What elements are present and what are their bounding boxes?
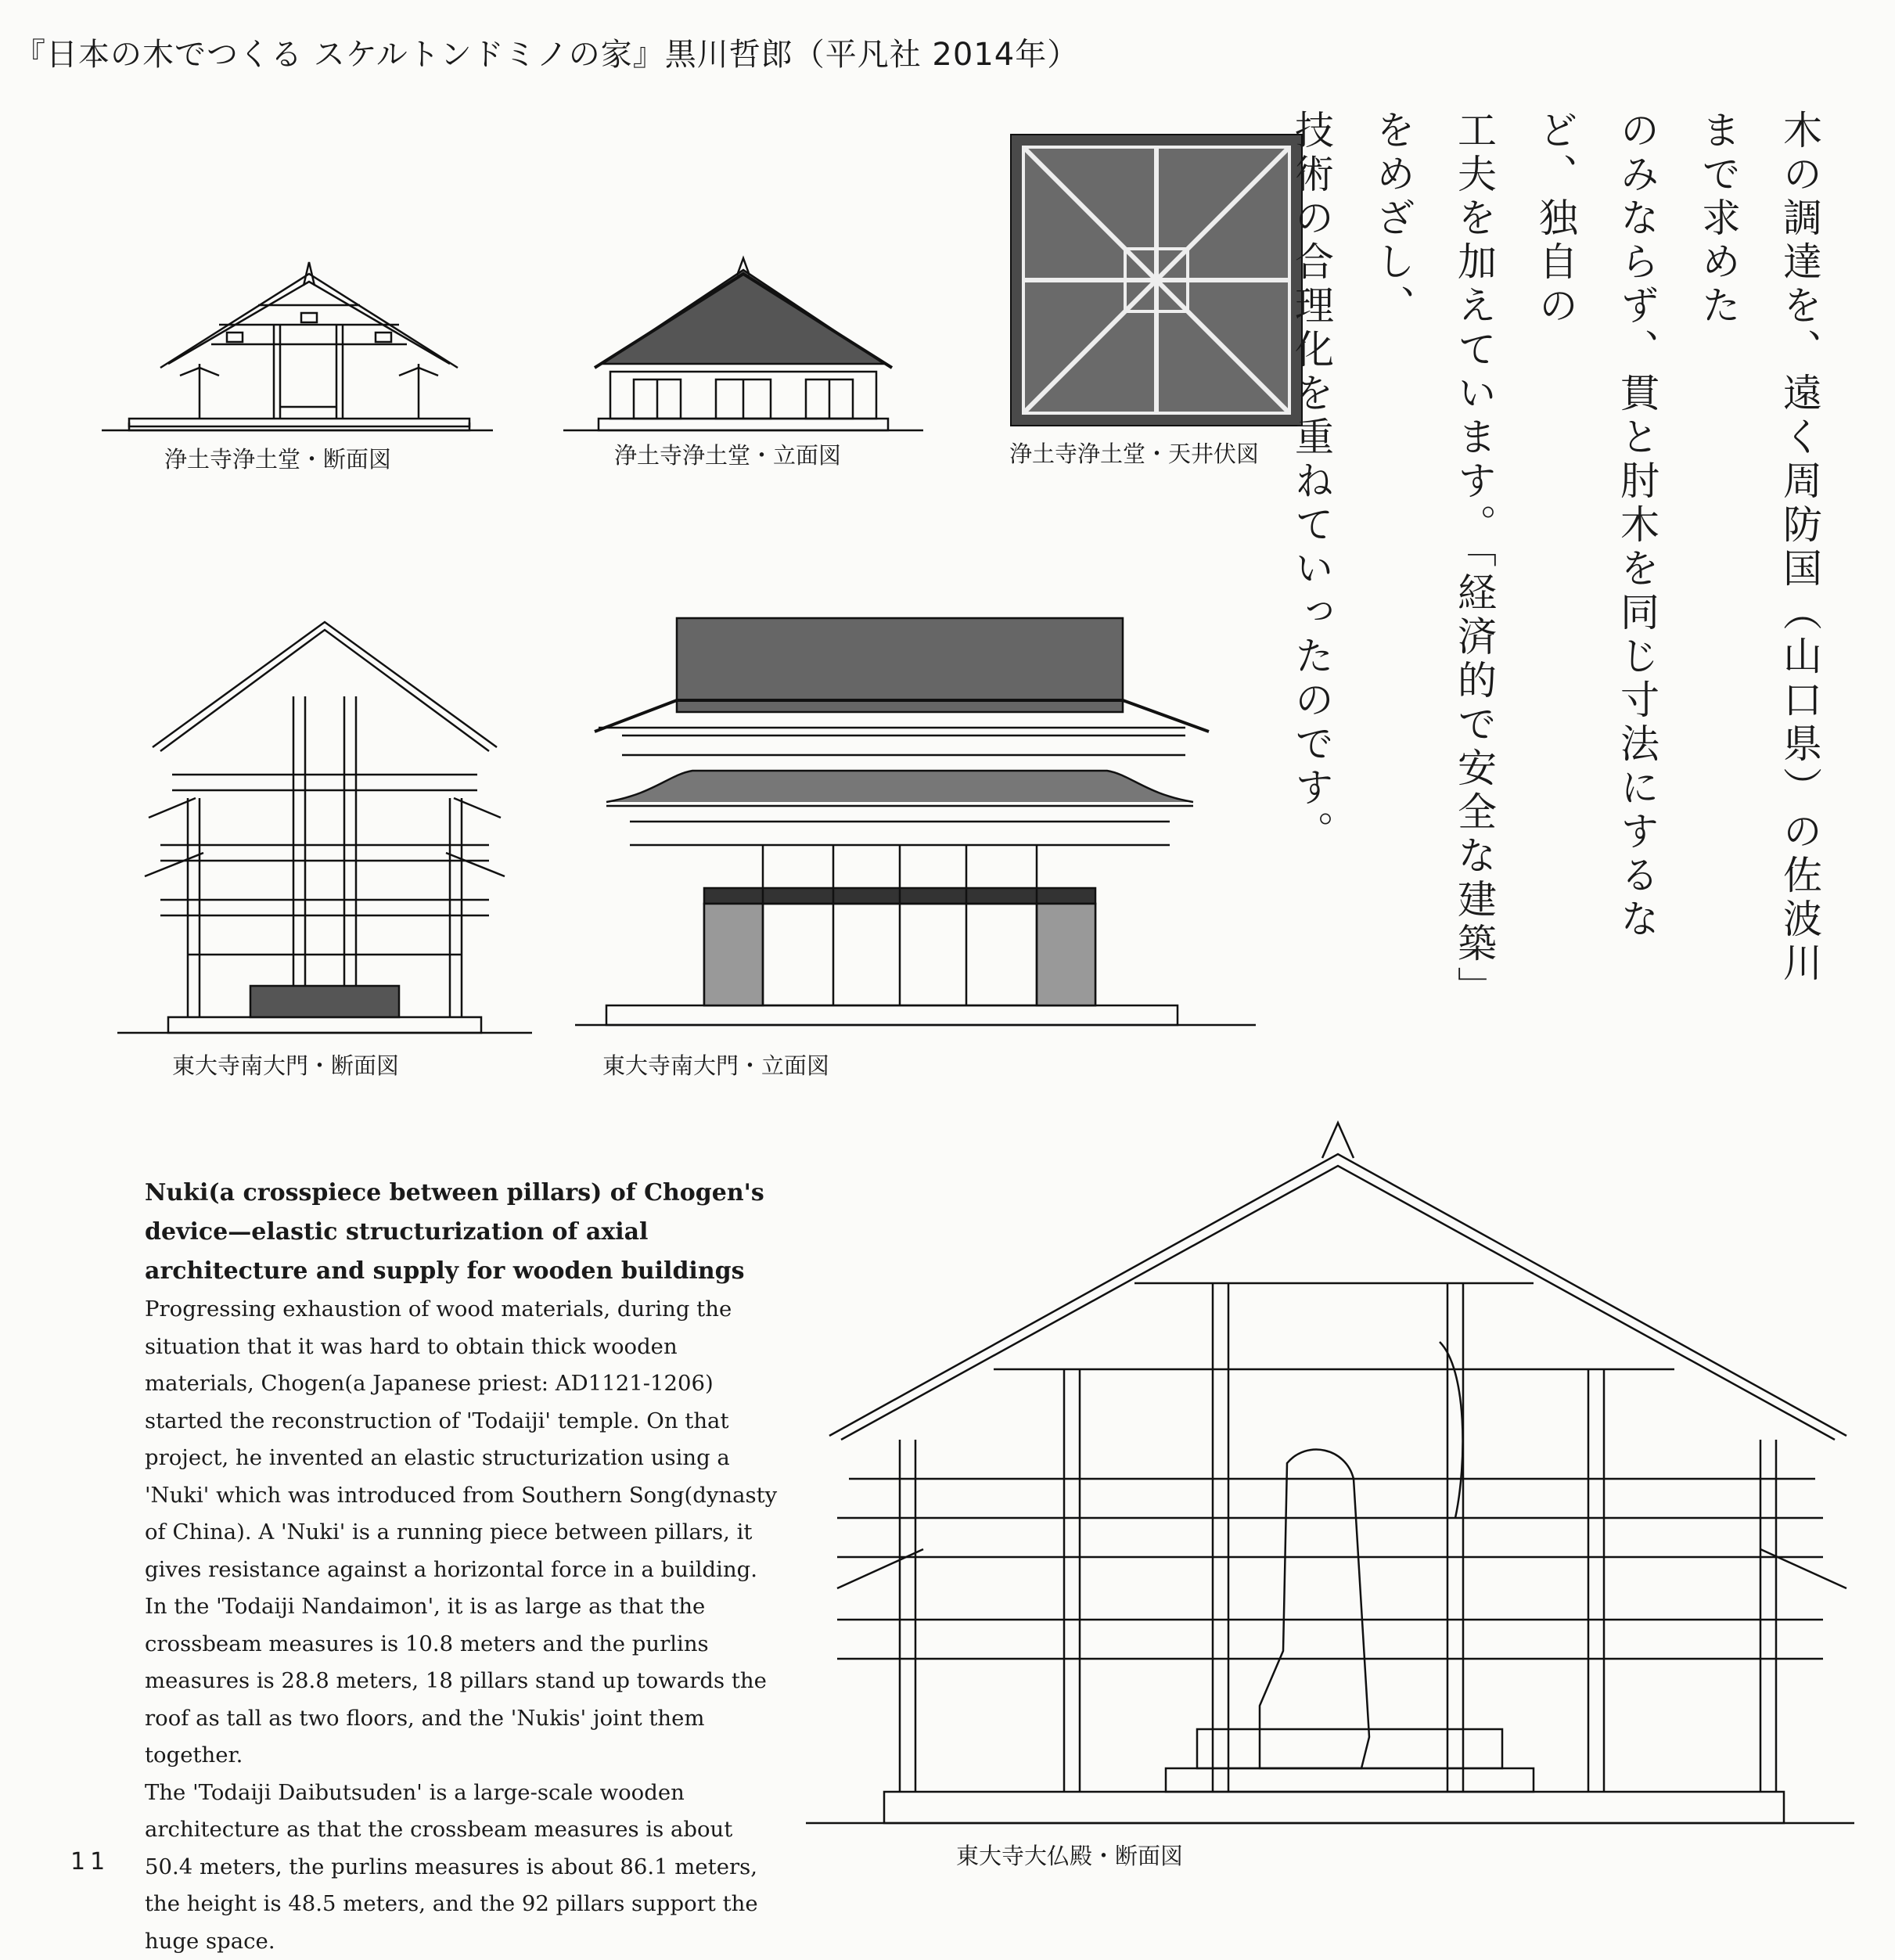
- page-number: 11: [70, 1848, 110, 1875]
- japanese-vertical-text: [1271, 110, 1840, 1002]
- english-title: Nuki(a crosspiece between pillars) of Chogen's device—elastic structurization of axial architecture and supply for wooden buildings: [145, 1174, 786, 1291]
- jodoji-ceiling-plan-drawing: [1009, 133, 1303, 427]
- jodoji-elevation-caption: 浄土寺浄土堂・立面図: [614, 438, 841, 470]
- vertical-text-column: 木の調達を、遠く周防国（山口県）の佐波川まで求めた: [1695, 110, 1822, 986]
- jodoji-section-drawing: [102, 258, 493, 438]
- english-paragraph: In the 'Todaiji Nandaimon', it is as large as that the crossbeam measures is 10.8 meters and the purlins measures is 28.8 meters, 18 pillars stand up towards the roof as tall as two floors, and the 'Nukis' joint them together.: [145, 1588, 786, 1775]
- nandaimon-section-caption: 東大寺南大門・断面図: [172, 1048, 399, 1081]
- nandaimon-elevation-drawing: [575, 610, 1256, 1033]
- nandaimon-section-drawing: [117, 618, 532, 1041]
- daibutsuden-section-caption: 東大寺大仏殿・断面図: [956, 1839, 1183, 1871]
- jodoji-elevation-drawing: [563, 258, 923, 438]
- english-text-block: [145, 1174, 786, 1960]
- daibutsuden-section-drawing: [806, 1111, 1854, 1831]
- book-citation-header: 『日本の木でつくる スケルトンドミノの家』黒川哲郎（平凡社 2014年）: [14, 30, 1079, 74]
- jodoji-section-caption: 浄土寺浄土堂・断面図: [164, 442, 391, 474]
- nandaimon-elevation-caption: 東大寺南大門・立面図: [602, 1048, 829, 1081]
- vertical-text-column: 技術の合理化を重ねていったのです。: [1289, 110, 1334, 854]
- vertical-text-column: のみならず、貫と肘木を同じ寸法にするなど、独自の: [1533, 110, 1659, 942]
- jodoji-ceiling-plan-caption: 浄土寺浄土堂・天井伏図: [1009, 437, 1259, 469]
- english-paragraph: Progressing exhaustion of wood materials, during the situation that it was hard to obtain thick wooden materials, Chogen(a Japanese priest: AD1121-1206) started the reconstruction of 'Todaiji' temple. On that project, he invented an elastic structurization using a 'Nuki' which was introduced from Southern Song(dynasty of China). A 'Nuki' is a running piece between pillars, it gives resistance against a horizontal force in a building.: [145, 1291, 786, 1588]
- english-paragraph: The 'Todaiji Daibutsuden' is a large-scale wooden architecture as that the crossbeam measures is about 50.4 meters, the purlins measures is about 86.1 meters, the height is 48.5 meters, and the 92 pillars support the huge space.: [145, 1775, 786, 1960]
- vertical-text-column: 工夫を加えています。「経済的で安全な建築」をめざし、: [1370, 110, 1497, 991]
